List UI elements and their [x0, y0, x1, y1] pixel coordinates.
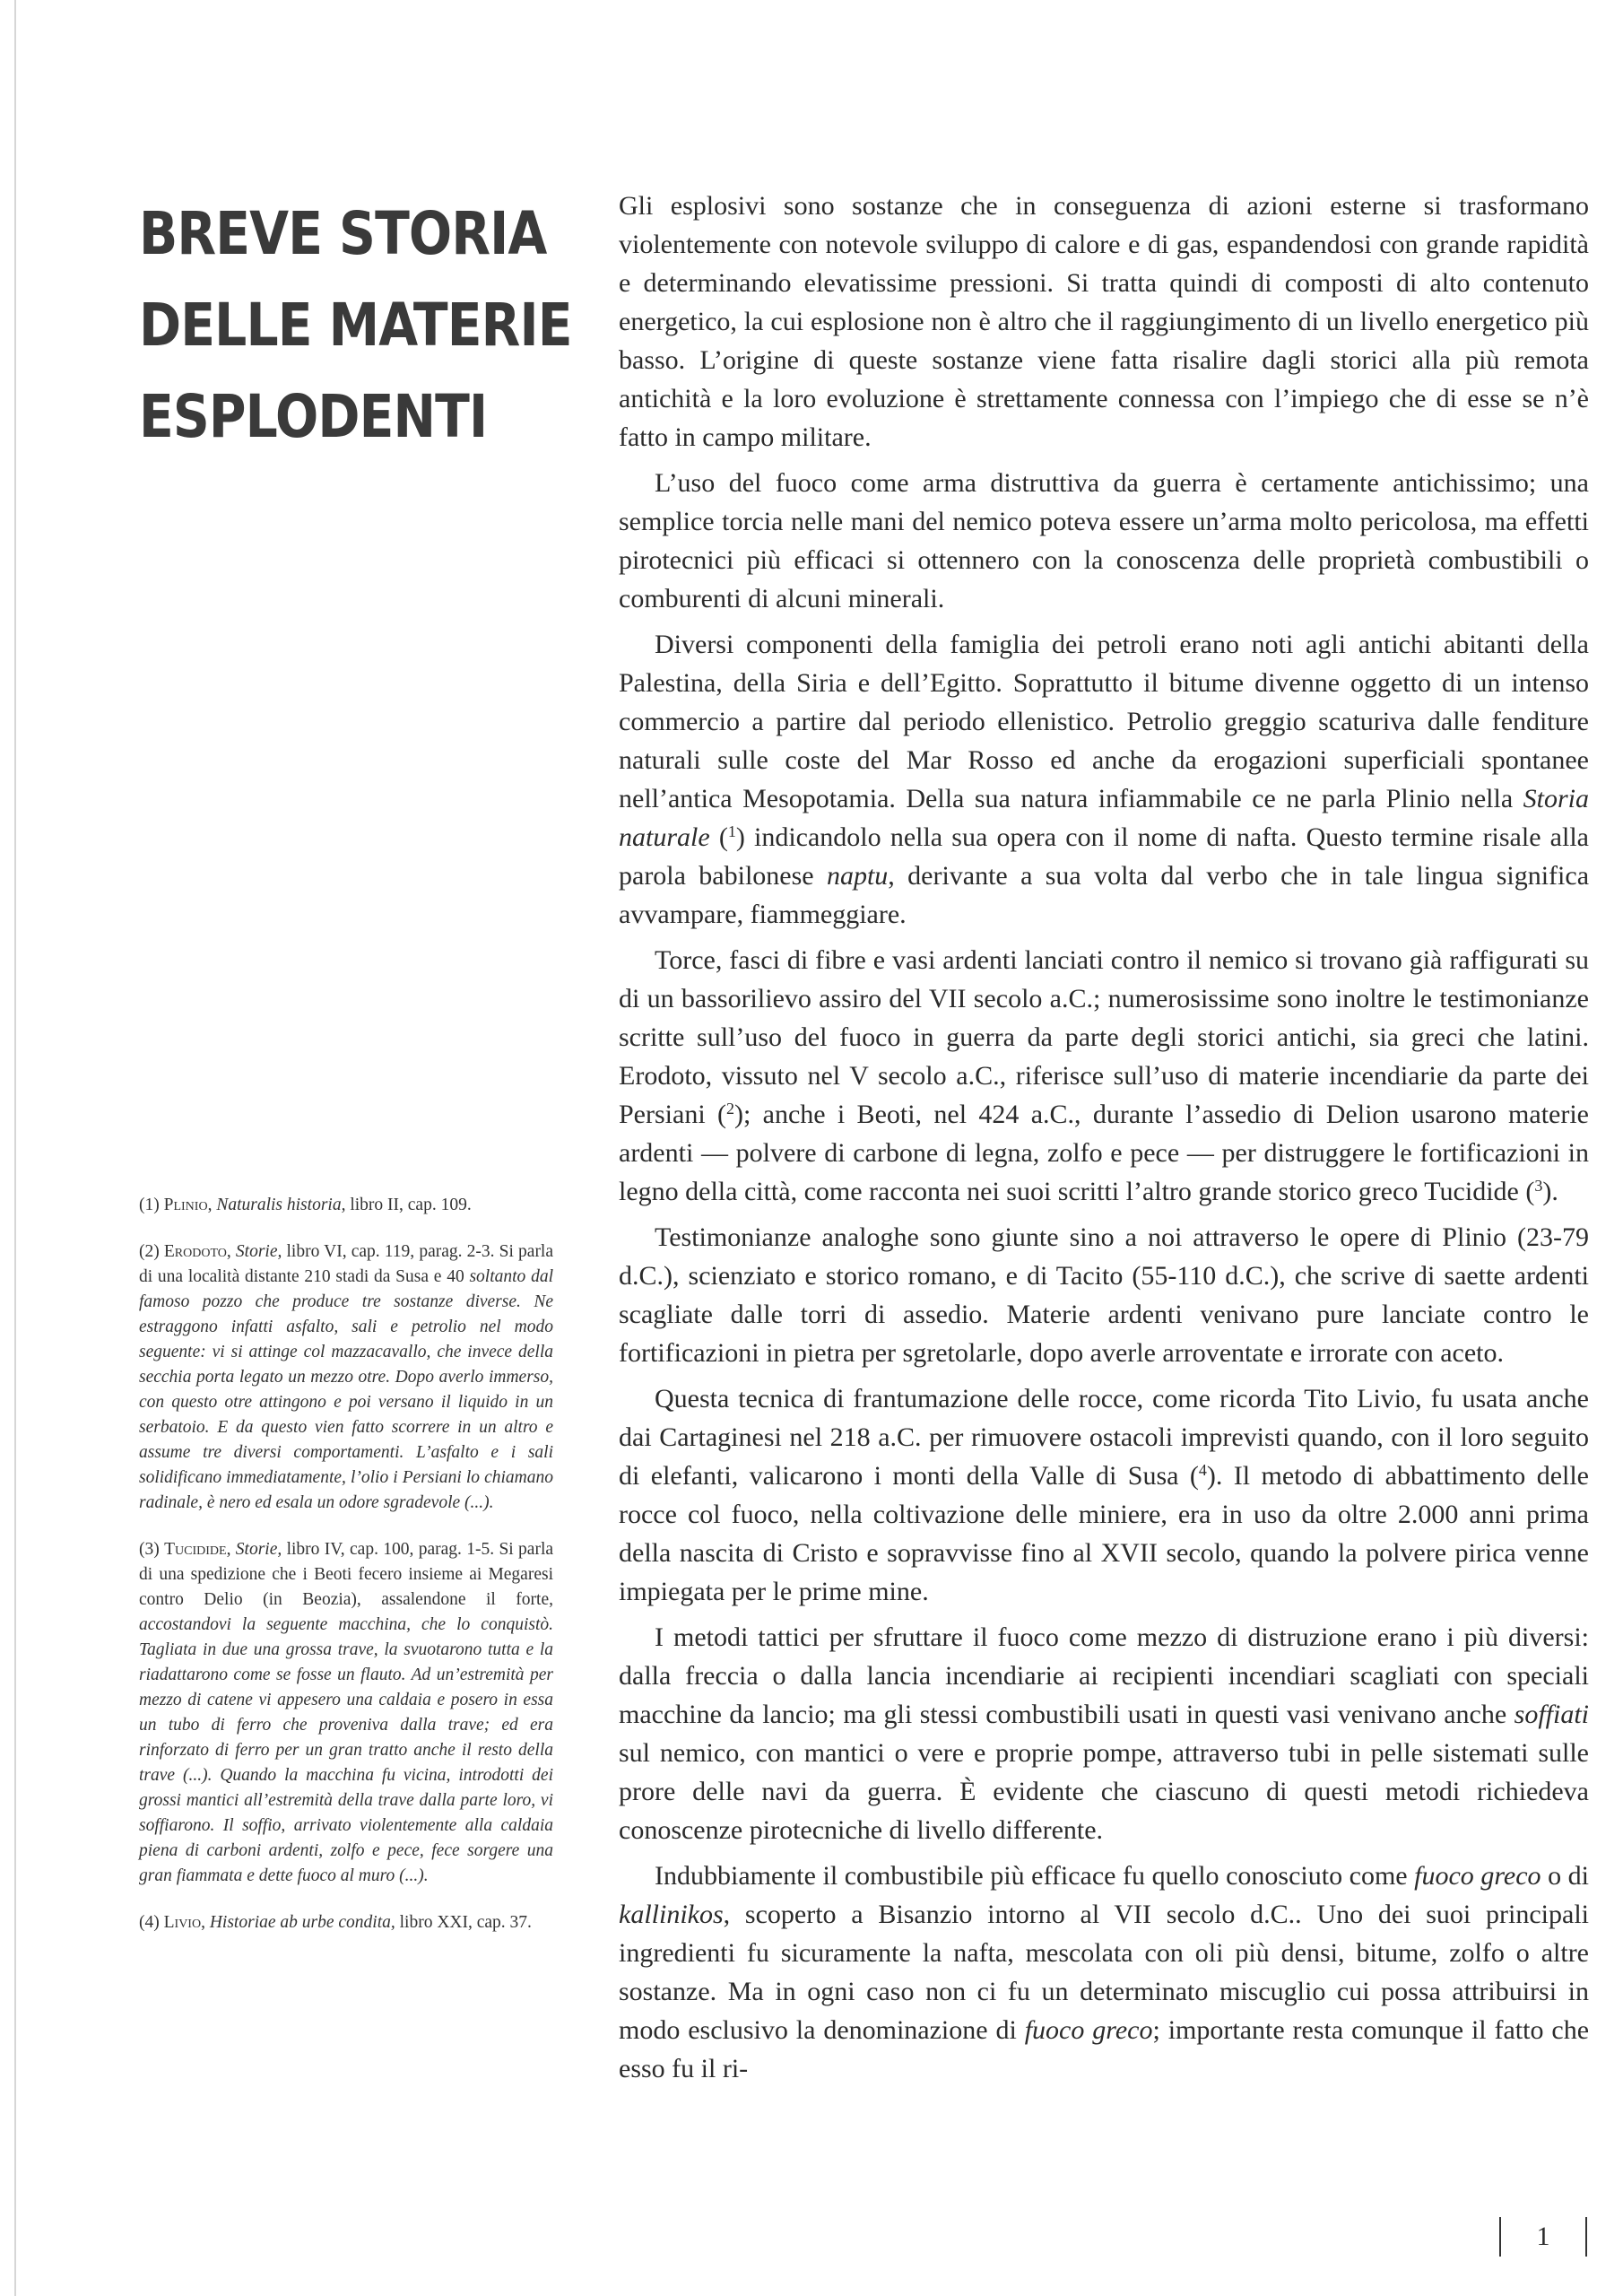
- chapter-title-line: ESPLODENTI: [139, 382, 488, 451]
- text-run: Storia naturale: [619, 784, 1589, 852]
- text-run: o di: [1541, 1861, 1589, 1891]
- footnote-author: Erodoto: [163, 1242, 227, 1261]
- page-edge-line: [14, 0, 16, 2296]
- text-run: libro II, cap. 109.: [345, 1196, 472, 1214]
- footnote-reference: 2: [725, 1100, 734, 1118]
- text-run: Storie,: [235, 1540, 282, 1559]
- text-run: soffiati: [1514, 1700, 1589, 1729]
- footnote-marker: (4): [139, 1913, 160, 1932]
- footnote: [139, 1239, 553, 1516]
- text-run: accostandovi la seguente macchina, che lo conquistò. Tagliata in due una grossa trave, la svuotarono tutta e la riadattarono come se fosse un flauto. Ad un’estremità per mezzo di catene vi appesero una caldaia e posero in essa un tubo di ferro che proveniva dalla trave; ed era rinforzato di ferro per un gran tratto anche il resto della trave (...). Quando la macchina fu vicina, introdotti dei grossi mantici all’estremità della trave dalla parte loro, vi soffiarono. Il soffio, arrivato violentemente alla caldaia piena di carboni ardenti, zolfo e pece, fece sorgere una gran fiammata e dette fuoco al muro (...).: [139, 1615, 553, 1885]
- text-run: ) indicandolo nella sua opera con il nome di nafta. Questo termine risale alla parola babilonese: [619, 822, 1589, 891]
- text-run: Historiae ab urbe condita,: [209, 1913, 395, 1932]
- body-paragraph: [619, 187, 1589, 457]
- text-run: sul nemico, con mantici o vere e proprie pompe, attraverso tubi in pelle sistemati sulle prore delle navi da guerra. È evidente che ciascuno di questi metodi richiedeva conoscenze pirotecniche di livello differente.: [619, 1738, 1589, 1845]
- footnote-marker: (2): [139, 1242, 160, 1261]
- text-run: ,: [226, 1242, 236, 1261]
- footnote-author: Livio: [163, 1913, 202, 1932]
- chapter-title-line: DELLE MATERIE: [139, 291, 572, 360]
- footnote: [139, 1193, 553, 1218]
- body-paragraph: [619, 1857, 1589, 2088]
- text-run: fuoco greco: [1024, 2015, 1153, 2045]
- text-run: ); anche i Beoti, nel 424 a.C., durante l’assedio di Delion usarono materie ardenti — polvere di carbone di legna, zolfo e pece — per distruggere le fortificazioni in legno della città, come racconta nei suoi scritti l’altro grande storico greco Tucidide (: [619, 1100, 1589, 1206]
- text-run: ,: [207, 1196, 217, 1214]
- text-run: L’uso del fuoco come arma distruttiva da guerra è certamente antichissimo; una semplice torcia nelle mani del nemico poteva essere un’arma molto pericolosa, ma effetti pirotecnici più efficaci si ottennero con la conoscenza delle proprietà combustibili o comburenti di alcuni minerali.: [619, 468, 1589, 613]
- text-run: Diversi componenti della famiglia dei petroli erano noti agli antichi abitanti della Palestina, della Siria e dell’Egitto. Soprattutto il bitume divenne oggetto di un intenso commercio a partire dal periodo ellenistico. Petrolio greggio scaturiva dalle fenditure naturali sulle coste del Mar Rosso ed anche da erogazioni superficiali spontanee nell’antica Mesopotamia. Della sua natura infiammabile ce ne parla Plinio nella: [619, 630, 1589, 813]
- chapter-title: [139, 188, 572, 463]
- footnote-author: Tucidide: [164, 1540, 227, 1559]
- footnote-author: Plinio: [163, 1196, 208, 1214]
- text-run: Storie,: [235, 1242, 282, 1261]
- text-run: ; importante resta comunque il fatto che esso fu il ri-: [619, 2015, 1590, 2083]
- body-paragraph: [619, 1618, 1589, 1849]
- text-run: ,: [226, 1540, 236, 1559]
- body-paragraph: [619, 625, 1589, 934]
- text-run: I metodi tattici per sfruttare il fuoco come mezzo di distruzione erano i più diversi: dalla freccia o dalla lancia incendiarie ai recipienti incendiari scagliati con speciali macchine da lancio; ma gli stessi combustibili usati in questi vasi venivano anche: [619, 1622, 1589, 1729]
- footnote: [139, 1910, 553, 1935]
- footnotes-column: [139, 1193, 553, 1957]
- footnote-marker: (1): [139, 1196, 160, 1214]
- body-paragraph: [619, 1218, 1589, 1372]
- footnote: [139, 1537, 553, 1889]
- text-run: ). Il metodo di abbattimento delle rocce col fuoco, nella coltivazione delle miniere, era in uso da oltre 2.000 anni prima della nascita di Cristo e sopravvisse fino al XVII secolo, quando la polvere pirica venne impiegata per le prime mine.: [619, 1461, 1589, 1606]
- footnote-reference: 3: [1534, 1177, 1543, 1195]
- text-run: Naturalis historia,: [216, 1196, 346, 1214]
- page-number-rule-left: [1499, 2217, 1501, 2257]
- text-run: Torce, fasci di fibre e vasi ardenti lanciati contro il nemico si trovano già raffigurati su di un bassorilievo assiro del VII secolo a.C.; numerosissime sono inoltre le testimonianze scritte sull’uso del fuoco in guerra da parte degli storici antichi, sia greci che latini. Erodoto, vissuto nel V secolo a.C., riferisce sull’uso di materie incendiarie da parte dei Persiani (: [619, 945, 1589, 1129]
- text-run: Questa tecnica di frantumazione delle rocce, come ricorda Tito Livio, fu usata anche dai Cartaginesi nel 218 a.C. per rimuovere ostacoli imprevisti quando, con il loro seguito di elefanti, valicarono i monti della Valle di Susa (: [619, 1384, 1589, 1491]
- text-run: Indubbiamente il combustibile più efficace fu quello conosciuto come: [655, 1861, 1415, 1891]
- text-run: , scoperto a Bisanzio intorno al VII secolo d.C.. Uno dei suoi principali ingredienti fu sicuramente la nafta, mescolata con oli più densi, bitume, zolfo o altre sostanze. Ma in ogni caso non ci fu un determinato miscuglio cui possa attribuirsi in modo esclusivo la denominazione di: [619, 1900, 1589, 2045]
- text-run: (: [709, 822, 728, 852]
- main-text-column: [619, 187, 1589, 2095]
- text-run: libro VI, cap. 119, parag. 2-3. Si parla di una località distante 210 stadi da Susa e 40: [139, 1242, 554, 1286]
- text-run: ,: [201, 1913, 210, 1932]
- text-run: Testimonianze analoghe sono giunte sino a noi attraverso le opere di Plinio (23-79 d.C.), scienziato e storico romano, e di Tacito (55-110 d.C.), che scrive di saette ardenti scagliate dalle torri di assedio. Materie ardenti venivano pure lanciate contro le fortificazioni in pietra per sgretolarle, dopo averle arroventate e irrorate con aceto.: [619, 1222, 1589, 1368]
- body-paragraph: [619, 941, 1589, 1211]
- page-number: 1: [1536, 2222, 1550, 2251]
- footnote-reference: 1: [727, 822, 736, 840]
- footnote-reference: 4: [1198, 1461, 1207, 1479]
- text-run: ).: [1542, 1177, 1558, 1206]
- footnote-marker: (3): [139, 1540, 160, 1559]
- text-run: naptu: [826, 861, 889, 891]
- page-number-rule-right: [1585, 2217, 1587, 2257]
- text-run: , derivante a sua volta dal verbo che in tale lingua significa avvampare, fiammeggiare.: [619, 861, 1590, 929]
- left-column: [139, 188, 572, 463]
- page-number-box: [1499, 2217, 1598, 2262]
- text-run: kallinikos: [619, 1900, 724, 1929]
- chapter-title-line: BREVE STORIA: [139, 199, 547, 268]
- text-run: libro XXI, cap. 37.: [395, 1913, 532, 1932]
- body-paragraph: [619, 464, 1589, 618]
- body-paragraph: [619, 1379, 1589, 1611]
- text-run: Gli esplosivi sono sostanze che in conseguenza di azioni esterne si trasformano violentemente con notevole sviluppo di calore e di gas, espandendosi con grande rapidità e determinando elevatissime pressioni. Si tratta quindi di composti di alto contenuto energetico, la cui esplosione non è altro che il raggiungimento di un livello energetico più basso. L’origine di queste sostanze viene fatta risalire dagli storici alla più remota antichità e la loro evoluzione è strettamente connessa con l’impiego che di esse se n’è fatto in campo militare.: [619, 191, 1589, 452]
- text-run: fuoco greco: [1414, 1861, 1541, 1891]
- text-run: libro IV, cap. 100, parag. 1-5. Si parla di una spedizione che i Beoti fecero insieme ai Megaresi contro Delio (in Beozia), assalendone il forte,: [139, 1540, 554, 1609]
- text-run: soltanto dal famoso pozzo che produce tre sostanze diverse. Ne estraggono infatti asfalto, sali e petrolio nel modo seguente: vi si attinge col mazzacavallo, che invece della secchia porta legato un mezzo otre. Dopo averlo immerso, con questo otre attingono e poi versano il liquido in un serbatoio. E da questo vien fatto scorrere in un altro e assume tre diversi comportamenti. L’asfalto e i sali solidificano immediatamente, l’olio i Persiani lo chiamano radinale, è nero ed esala un odore sgradevole (...).: [139, 1267, 553, 1512]
